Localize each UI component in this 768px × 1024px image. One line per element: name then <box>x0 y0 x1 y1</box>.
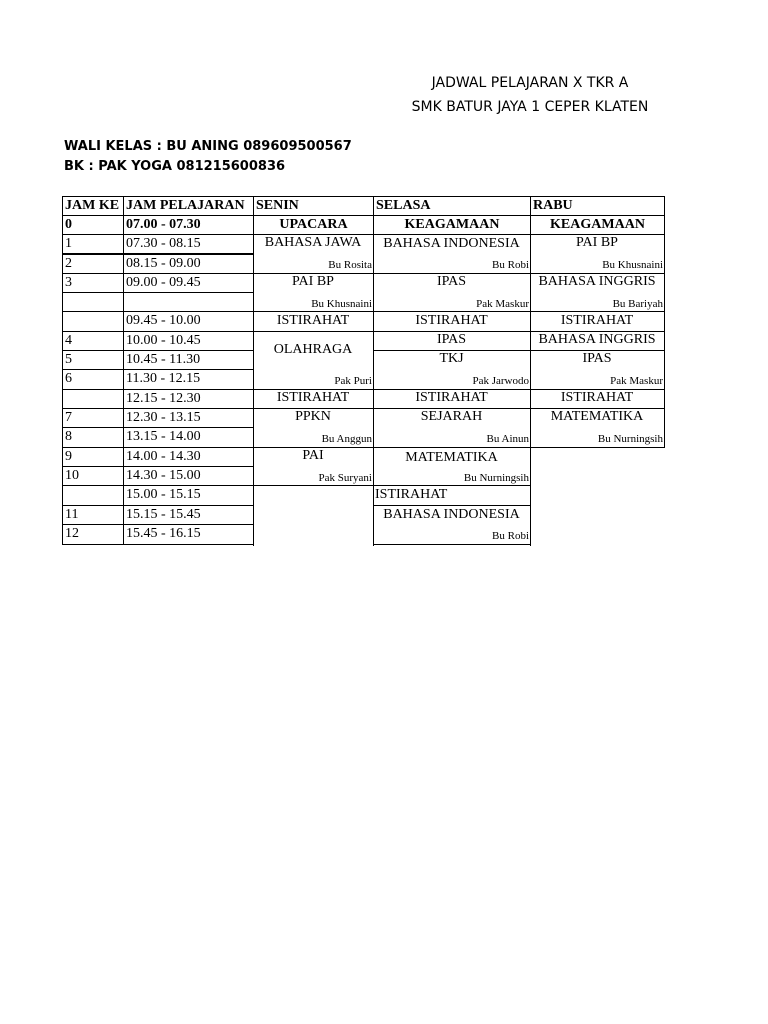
senin-subject: PAI <box>302 448 324 463</box>
jam-pelajaran-cell <box>123 292 254 312</box>
senin-upacara: UPACARA <box>253 215 374 235</box>
grid-line <box>253 331 374 332</box>
rabu-subject: BAHASA INGGRIS <box>538 274 656 289</box>
senin-teacher: Pak Puri <box>334 375 372 387</box>
senin-teacher: Bu Rosita <box>328 259 372 271</box>
grid-line <box>530 350 665 351</box>
selasa-istirahat: ISTIRAHAT <box>375 487 448 502</box>
school-name: SMK BATUR JAYA 1 CEPER KLATEN <box>411 99 649 115</box>
jam-pelajaran-cell: 09.45 - 10.00 <box>123 311 254 332</box>
selasa-teacher: Pak Maskur <box>476 298 529 310</box>
grid-line <box>253 485 374 486</box>
jam-ke-cell: 9 <box>62 447 124 467</box>
senin-subject: PAI BP <box>292 274 334 289</box>
rabu-subject: PAI BP <box>576 235 618 250</box>
bk-info: BK : PAK YOGA 081215600836 <box>64 159 286 174</box>
header-selasa: SELASA <box>373 196 531 216</box>
senin-subject: PPKN <box>295 409 331 424</box>
header-senin: SENIN <box>253 196 374 216</box>
jam-ke-cell: 8 <box>62 427 124 448</box>
jam-pelajaran-cell: 12.30 - 13.15 <box>123 408 254 428</box>
jam-pelajaran-cell: 15.15 - 15.45 <box>123 505 254 525</box>
grid-line <box>373 234 374 546</box>
jam-pelajaran-cell: 10.45 - 11.30 <box>123 350 254 370</box>
header-jam-ke: JAM KE <box>62 196 124 216</box>
jam-ke-cell <box>62 389 124 409</box>
jam-ke-cell: 5 <box>62 350 124 370</box>
senin-teacher: Bu Anggun <box>321 433 372 445</box>
jam-ke-cell: 6 <box>62 369 124 390</box>
senin-istirahat: ISTIRAHAT <box>276 313 350 328</box>
grid-line <box>530 273 665 274</box>
grid-line <box>253 447 374 448</box>
grid-line <box>253 311 374 312</box>
rabu-teacher: Pak Maskur <box>610 375 663 387</box>
document-title: JADWAL PELAJARAN X TKR A <box>431 75 629 91</box>
selasa-teacher: Pak Jarwodo <box>472 375 529 387</box>
jam-ke-cell <box>62 292 124 312</box>
jam-ke-cell: 4 <box>62 331 124 351</box>
jam-pelajaran-cell: 08.15 - 09.00 <box>123 254 254 274</box>
selasa-subject: SEJARAH <box>420 409 483 424</box>
rabu-teacher: Bu Nurningsih <box>597 433 663 445</box>
jam-ke-cell: 12 <box>62 524 124 545</box>
rabu-teacher: Bu Bariyah <box>612 298 663 310</box>
grid-line <box>373 485 531 486</box>
jam-ke-cell: 7 <box>62 408 124 428</box>
jam-ke-cell: 10 <box>62 466 124 486</box>
grid-line <box>373 331 531 332</box>
grid-line <box>664 234 665 448</box>
grid-line <box>530 389 665 390</box>
grid-line <box>530 311 665 312</box>
selasa-teacher: Bu Nurningsih <box>463 472 529 484</box>
senin-subject: OLAHRAGA <box>273 342 353 357</box>
grid-line <box>373 447 531 448</box>
grid-line <box>253 273 374 274</box>
grid-line <box>373 408 531 409</box>
jam-ke-cell: 3 <box>62 273 124 293</box>
rabu-istirahat: ISTIRAHAT <box>560 313 634 328</box>
jam-pelajaran-cell: 13.15 - 14.00 <box>123 427 254 448</box>
grid-line <box>530 447 665 448</box>
jam-ke-cell: 2 <box>62 254 124 274</box>
jam-pelajaran-cell: 15.45 - 16.15 <box>123 524 254 545</box>
senin-teacher: Pak Suryani <box>318 472 372 484</box>
header-jam-pelajaran: JAM PELAJARAN <box>123 196 254 216</box>
selasa-teacher: Bu Robi <box>492 259 529 271</box>
jam-ke-cell <box>62 311 124 332</box>
jam-pelajaran-cell: 11.30 - 12.15 <box>123 369 254 390</box>
grid-line <box>373 273 531 274</box>
selasa-keagamaan: KEAGAMAAN <box>373 215 531 235</box>
grid-line <box>253 389 374 390</box>
selasa-subject: IPAS <box>436 332 467 347</box>
senin-subject: BAHASA JAWA <box>264 235 362 250</box>
rabu-teacher: Bu Khusnaini <box>602 259 663 271</box>
jam-ke-cell: 0 <box>62 215 124 235</box>
jam-pelajaran-cell: 12.15 - 12.30 <box>123 389 254 409</box>
grid-line <box>530 234 531 546</box>
selasa-teacher: Bu Robi <box>492 530 529 542</box>
jam-ke-cell: 11 <box>62 505 124 525</box>
selasa-istirahat: ISTIRAHAT <box>415 313 488 328</box>
rabu-keagamaan: KEAGAMAAN <box>530 215 665 235</box>
grid-line <box>530 408 665 409</box>
senin-teacher: Bu Khusnaini <box>311 298 372 310</box>
jam-pelajaran-cell: 15.00 - 15.15 <box>123 485 254 506</box>
selasa-teacher: Bu Ainun <box>486 433 529 445</box>
rabu-subject: MATEMATIKA <box>550 409 644 424</box>
selasa-subject: IPAS <box>436 274 467 289</box>
jam-pelajaran-cell: 07.00 - 07.30 <box>123 215 254 235</box>
selasa-subject: BAHASA INDONESIA <box>383 507 520 522</box>
jam-pelajaran-cell: 09.00 - 09.45 <box>123 273 254 293</box>
rabu-istirahat: ISTIRAHAT <box>560 390 634 405</box>
selasa-istirahat: ISTIRAHAT <box>415 390 488 405</box>
senin-istirahat: ISTIRAHAT <box>276 390 350 405</box>
jam-ke-cell: 1 <box>62 234 124 254</box>
jam-pelajaran-cell: 07.30 - 08.15 <box>123 234 254 254</box>
grid-line <box>373 505 531 506</box>
header-rabu: RABU <box>530 196 665 216</box>
jam-pelajaran-cell: 14.00 - 14.30 <box>123 447 254 467</box>
grid-line <box>373 544 531 545</box>
wali-kelas-info: WALI KELAS : BU ANING 089609500567 <box>64 139 352 154</box>
grid-line <box>373 350 531 351</box>
rabu-subject: BAHASA INGGRIS <box>538 332 656 347</box>
grid-line <box>530 331 665 332</box>
jam-pelajaran-cell: 14.30 - 15.00 <box>123 466 254 486</box>
grid-line <box>253 408 374 409</box>
selasa-subject: BAHASA INDONESIA <box>383 236 520 251</box>
rabu-subject: IPAS <box>582 351 612 366</box>
grid-line <box>253 234 254 546</box>
selasa-subject: MATEMATIKA <box>405 450 498 465</box>
selasa-subject: TKJ <box>439 351 464 366</box>
jam-ke-cell <box>62 485 124 506</box>
grid-line <box>373 311 531 312</box>
grid-line <box>373 389 531 390</box>
jam-pelajaran-cell: 10.00 - 10.45 <box>123 331 254 351</box>
